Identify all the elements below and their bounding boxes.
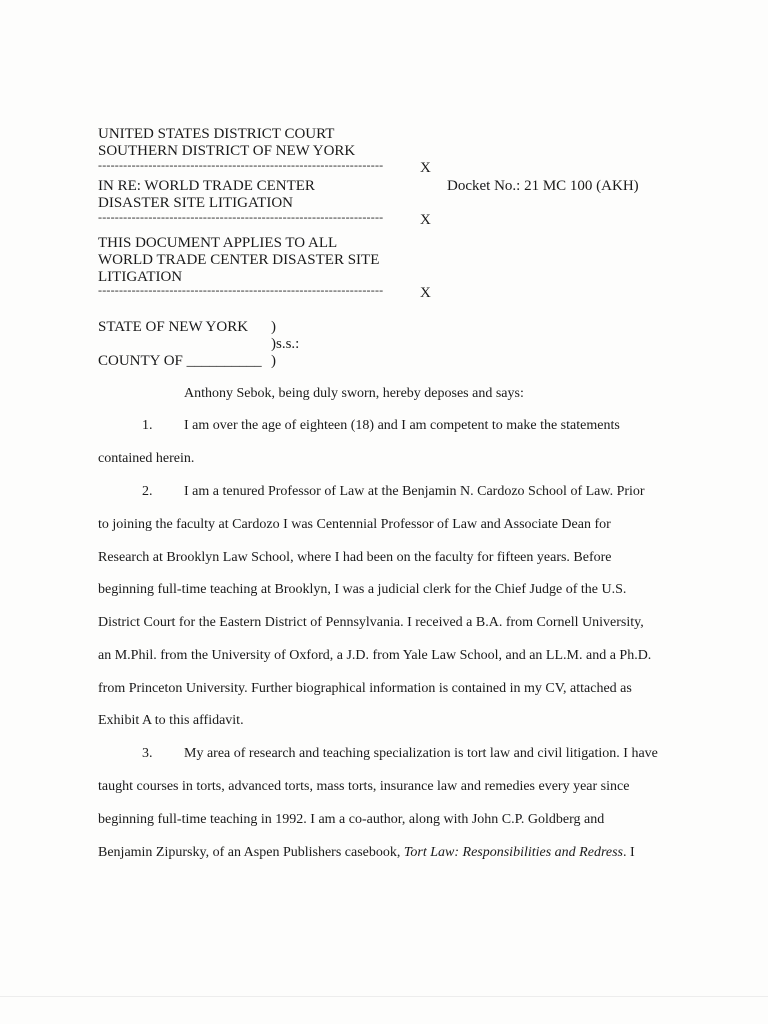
scan-artifact-line <box>0 996 768 997</box>
applies-to-line2: WORLD TRADE CENTER DISASTER SITE <box>98 252 380 268</box>
paragraph-2-line: an M.Phil. from the University of Oxford, a J.D. from Yale Law School, and an LL.M. and a Ph.D. <box>98 648 652 663</box>
caption-x-mark-1: X <box>420 160 431 176</box>
paragraph-3-number: 3. <box>142 746 153 761</box>
venue-paren-2: ) <box>271 353 276 369</box>
paragraph-3-line: beginning full-time teaching in 1992. I am a co-author, along with John C.P. Goldberg and <box>98 812 605 827</box>
paragraph-2-line: from Princeton University. Further biographical information is contained in my CV, attached as <box>98 681 632 696</box>
paragraph-2-line: Research at Brooklyn Law School, where I had been on the faculty for fifteen years. Before <box>98 550 612 565</box>
case-title-line1: IN RE: WORLD TRADE CENTER <box>98 178 315 194</box>
caption-x-mark-2: X <box>420 212 431 228</box>
paragraph-1-number: 1. <box>142 418 153 433</box>
paragraph-3-text: . I <box>622 845 635 860</box>
caption-x-mark-3: X <box>420 285 431 301</box>
docket-number: Docket No.: 21 MC 100 (AKH) <box>447 178 639 194</box>
paragraph-2-line: District Court for the Eastern District of Pennsylvania. I received a B.A. from Cornell University, <box>98 615 644 630</box>
paragraph-2-line: I am a tenured Professor of Law at the Benjamin N. Cardozo School of Law. Prior <box>184 484 645 499</box>
venue-county: COUNTY OF __________ <box>98 353 262 369</box>
applies-to-line1: THIS DOCUMENT APPLIES TO ALL <box>98 235 338 251</box>
caption-divider-2: -------------------------------------------------------------------- <box>98 210 384 224</box>
court-name-line1: UNITED STATES DISTRICT COURT <box>98 126 335 142</box>
case-title-line2: DISASTER SITE LITIGATION <box>98 195 293 211</box>
paragraph-1-line: I am over the age of eighteen (18) and I am competent to make the statements <box>184 418 620 433</box>
paragraph-3-line: My area of research and teaching specialization is tort law and civil litigation. I have <box>184 746 658 761</box>
applies-to-line3: LITIGATION <box>98 269 183 285</box>
venue-state: STATE OF NEW YORK <box>98 319 249 335</box>
paragraph-2-number: 2. <box>142 484 153 499</box>
caption-divider-1: -------------------------------------------------------------------- <box>98 158 384 172</box>
paragraph-2-line: to joining the faculty at Cardozo I was Centennial Professor of Law and Associate Dean for <box>98 517 611 532</box>
paragraph-1-line: contained herein. <box>98 451 195 466</box>
venue-paren-1: ) <box>271 319 276 335</box>
paragraph-3-text: Benjamin Zipursky, of an Aspen Publishers casebook, <box>98 845 404 860</box>
caption-divider-3: -------------------------------------------------------------------- <box>98 283 384 297</box>
court-name-line2: SOUTHERN DISTRICT OF NEW YORK <box>98 143 356 159</box>
affiant-intro: Anthony Sebok, being duly sworn, hereby deposes and says: <box>184 386 524 401</box>
venue-ss: )s.s.: <box>271 336 300 352</box>
casebook-title: Tort Law: Responsibilities and Redress <box>403 845 623 860</box>
paragraph-2-line: beginning full-time teaching at Brooklyn, I was a judicial clerk for the Chief Judge of the U.S. <box>98 582 627 597</box>
paragraph-2-line: Exhibit A to this affidavit. <box>98 713 244 728</box>
paragraph-3-last-line <box>98 845 635 861</box>
paragraph-3-line: taught courses in torts, advanced torts, mass torts, insurance law and remedies every year since <box>98 779 630 794</box>
